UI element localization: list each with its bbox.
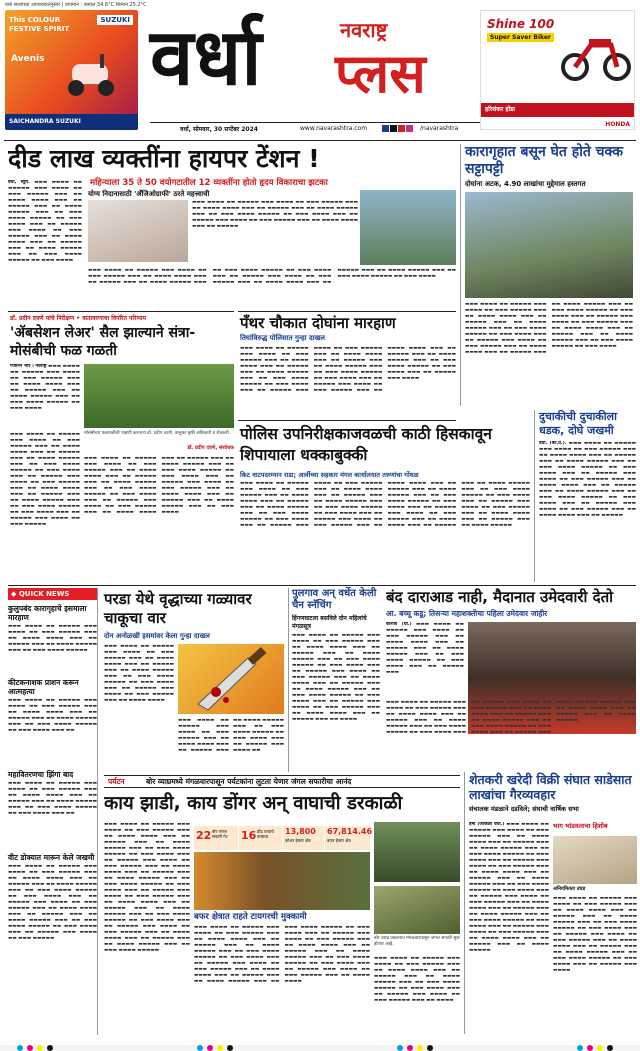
box-body: ▬▬▬ ▬▬▬▬ ▬▬ ▬▬▬▬▬ ▬▬▬ ▬▬▬▬ ▬▬ ▬▬▬ ▬▬▬▬▬ ▬▬▬ ▬▬ ▬▬▬▬ ▬▬▬▬ ▬▬▬ ▬▬ ▬▬▬▬▬ ▬▬▬ ▬▬ ▬▬▬▬ ▬▬▬▬▬ ▬▬▬ ▬▬ ▬▬▬ ▬▬▬▬ ▬▬▬▬▬ ▬▬ ▬▬▬ ▬▬▬▬ ▬▬▬ ▬▬ ▬▬▬▬▬ ▬▬▬ ▬▬▬▬ ▬▬ ▬▬▬ ▬▬▬▬▬ ▬▬▬ ▬▬ ▬▬▬▬ ▬▬▬▬ ▬▬▬ ▬▬ ▬▬▬▬▬ bbox=[192, 200, 358, 229]
tourism-label: पर्यटन bbox=[108, 777, 125, 786]
facebook-icon[interactable] bbox=[382, 125, 389, 132]
left-ad-brand: SUZUKI bbox=[97, 15, 133, 25]
quick-news-item-title: वीट डोक्यात मारून केले जखमी bbox=[8, 853, 95, 862]
elderly-subheadline: दोन अनोळखी इसमांवर केला गुन्हा दाखल bbox=[104, 632, 210, 640]
panther-headline: पँथर चौकात दोघांना मारहाण bbox=[240, 314, 396, 332]
divider-quick bbox=[8, 585, 636, 586]
panther-body: ▬▬▬ ▬▬▬▬ ▬▬ ▬▬▬▬▬ ▬▬▬ ▬▬▬▬ ▬▬ ▬▬▬ ▬▬▬▬▬ ▬▬▬ ▬▬ ▬▬▬▬ ▬▬▬▬ ▬▬▬ ▬▬ ▬▬▬▬▬ ▬▬▬ ▬▬ ▬▬▬▬ ▬▬▬▬▬ ▬▬▬ ▬▬ ▬▬▬ ▬▬▬▬ ▬▬▬▬▬ ▬▬ ▬▬▬ ▬▬▬▬ ▬▬▬ ▬▬ ▬▬▬▬▬ ▬▬▬ ▬▬▬▬ ▬▬ ▬▬▬ ▬▬▬▬▬ ▬▬▬ ▬▬ ▬▬▬▬ ▬▬▬▬ ▬▬▬ ▬▬ ▬▬▬▬▬ ▬▬▬ ▬▬ ▬▬▬▬ ▬▬▬▬▬ ▬▬▬ ▬▬ ▬▬▬ ▬▬▬▬ ▬▬▬▬▬ ▬▬ ▬▬▬ ▬▬▬▬ ▬▬▬ ▬▬ ▬▬▬▬▬ ▬▬▬ ▬▬▬▬ ▬▬ ▬▬▬ ▬▬▬▬▬ ▬▬▬ ▬▬ ▬▬▬▬ ▬▬▬▬ ▬▬▬ ▬▬ ▬▬▬▬▬ ▬▬▬ ▬▬ ▬▬▬▬ ▬▬▬▬▬ ▬▬▬ ▬▬ ▬▬▬ ▬▬▬▬ ▬▬▬▬▬ ▬▬ ▬▬▬ ▬▬▬▬ ▬▬▬ ▬▬ ▬▬▬▬▬ ▬▬▬ ▬▬▬▬ bbox=[240, 346, 456, 393]
registration-strip bbox=[0, 1038, 640, 1048]
left-advertisement[interactable] bbox=[5, 10, 138, 130]
jail-body: ▬▬▬ ▬▬▬▬ ▬▬ ▬▬▬▬▬ ▬▬▬ ▬▬▬▬ ▬▬ ▬▬▬ ▬▬▬▬▬ ▬▬▬ ▬▬ ▬▬▬▬ ▬▬▬▬ ▬▬▬ ▬▬ ▬▬▬▬▬ ▬▬▬ ▬▬ ▬▬▬▬ ▬▬▬▬▬ ▬▬▬ ▬▬ ▬▬▬ ▬▬▬▬ ▬▬▬▬▬ ▬▬ ▬▬▬ ▬▬▬▬ ▬▬▬ ▬▬ ▬▬▬▬▬ ▬▬▬ ▬▬▬▬ ▬▬ ▬▬▬ ▬▬▬▬▬ ▬▬▬ ▬▬ ▬▬▬▬ ▬▬▬▬ ▬▬▬ ▬▬ ▬▬▬▬▬ ▬▬▬ ▬▬ ▬▬▬▬ ▬▬▬▬▬ ▬▬▬ ▬▬ ▬▬▬ ▬▬▬▬ ▬▬▬▬▬ ▬▬ ▬▬▬ ▬▬▬▬ ▬▬▬ ▬▬ ▬▬▬▬▬ ▬▬▬ ▬▬▬▬ ▬▬ ▬▬▬ ▬▬▬▬▬ ▬▬▬ ▬▬ ▬▬▬▬ ▬▬▬▬ ▬▬▬ ▬▬ ▬▬▬▬▬ ▬▬▬ ▬▬ ▬▬▬▬ ▬▬▬▬▬ ▬▬▬ ▬▬ ▬▬▬ ▬▬▬▬ ▬▬▬▬▬ ▬▬ ▬▬▬ ▬▬▬▬ bbox=[465, 302, 633, 355]
title-main: वर्धा bbox=[150, 13, 262, 103]
lead-subheadline: महिन्याला 35 ते 50 वयोगटातील 12 व्यक्तींना होतो हृदय विकाराचा झटका bbox=[90, 178, 328, 188]
angiography-photo bbox=[88, 200, 188, 262]
quick-news-item[interactable] bbox=[8, 604, 97, 672]
lead-dateline: वर्धा, ब्यूरो. bbox=[8, 180, 30, 185]
farmer-photo-caption: अनियमितता उघड bbox=[553, 886, 586, 892]
bachchu-body-bottom: ▬▬▬ ▬▬▬▬ ▬▬ ▬▬▬▬▬ ▬▬▬ ▬▬▬▬ ▬▬ ▬▬▬ ▬▬▬▬▬ ▬▬▬ ▬▬ ▬▬▬▬ ▬▬▬▬ ▬▬▬ ▬▬ ▬▬▬▬▬ ▬▬▬ ▬▬ ▬▬▬▬ ▬▬▬▬▬ ▬▬▬ ▬▬ ▬▬▬ ▬▬▬▬ ▬▬▬▬▬ ▬▬ ▬▬▬ ▬▬▬▬ ▬▬▬ ▬▬ ▬▬▬▬▬ ▬▬▬ ▬▬▬▬ ▬▬ ▬▬▬ ▬▬▬▬▬ ▬▬▬ ▬▬ ▬▬▬▬ ▬▬▬▬ ▬▬▬ ▬▬ ▬▬▬▬▬ ▬▬▬ ▬▬ ▬▬▬▬ ▬▬▬▬▬ ▬▬▬ ▬▬ ▬▬▬ ▬▬▬▬ ▬▬▬▬▬ ▬▬ ▬▬▬ ▬▬▬▬ ▬▬▬ ▬▬ ▬▬▬▬▬ ▬▬▬ ▬▬▬▬ ▬▬ ▬▬▬ ▬▬▬▬▬ ▬▬▬ ▬▬ ▬▬▬▬ ▬▬▬▬ ▬▬▬ ▬▬ ▬▬▬▬▬ ▬▬▬ ▬▬ ▬▬▬▬ ▬▬▬▬▬ bbox=[386, 700, 636, 735]
jail-subheadline: दोघांना अटक, 4.90 लाखांचा मुद्देमाल हस्तगत bbox=[465, 180, 586, 188]
bachchu-headline: बंद दाराआड नाही, मैदानात उमेदवारी देतो bbox=[386, 588, 614, 606]
orange-body-mid: ▬▬▬ ▬▬▬▬ ▬▬ ▬▬▬▬▬ ▬▬▬ ▬▬▬▬ ▬▬ ▬▬▬ ▬▬▬▬▬ ▬▬▬ ▬▬ ▬▬▬▬ ▬▬▬▬ ▬▬▬ ▬▬ ▬▬▬▬▬ ▬▬▬ ▬▬ ▬▬▬▬ ▬▬▬▬▬ ▬▬▬ ▬▬ ▬▬▬ ▬▬▬▬ ▬▬▬▬▬ ▬▬ ▬▬▬ ▬▬▬▬ ▬▬▬ ▬▬ ▬▬▬▬▬ ▬▬▬ ▬▬▬▬ ▬▬ ▬▬▬ ▬▬▬▬▬ ▬▬▬ ▬▬ ▬▬▬▬ ▬▬▬▬ ▬▬▬ ▬▬ ▬▬▬▬▬ ▬▬▬ ▬▬ ▬▬▬▬ ▬▬▬▬▬ ▬▬▬ ▬▬ ▬▬▬ ▬▬▬▬ ▬▬▬▬▬ ▬▬ ▬▬▬ ▬▬▬▬ ▬▬▬ ▬▬ ▬▬▬▬▬ ▬▬▬ ▬▬▬▬ ▬▬ ▬▬▬ ▬▬▬▬▬ ▬▬▬ ▬▬ ▬▬▬▬ ▬▬▬▬ ▬▬▬ ▬▬ ▬▬▬▬▬ ▬▬▬ ▬▬ ▬▬▬▬ ▬▬▬▬▬ ▬▬▬ ▬▬ ▬▬▬ ▬▬▬▬ bbox=[84, 456, 234, 515]
quick-news-icon: ◆ bbox=[11, 590, 19, 598]
title-plus: प्लस bbox=[335, 42, 426, 105]
date-line: वर्धा, सोमवार, 30 सप्टेंबर 2024 bbox=[180, 126, 258, 133]
quick-news-item-body: ▬▬▬ ▬▬▬▬ ▬▬ ▬▬▬▬▬ ▬▬▬ ▬▬▬▬ ▬▬ ▬▬▬ ▬▬▬▬▬ ▬▬▬ ▬▬ ▬▬▬▬ ▬▬▬▬ ▬▬▬ ▬▬ ▬▬▬▬▬ ▬▬▬ ▬▬ ▬▬▬▬ ▬▬▬▬▬ ▬▬▬ ▬▬ ▬▬▬ ▬▬▬▬ ▬▬▬▬▬ ▬▬ ▬▬▬ ▬▬▬▬ ▬▬▬ ▬▬ ▬▬▬▬▬ ▬▬▬ ▬▬▬▬ ▬▬ ▬▬▬ ▬▬▬▬▬ ▬▬▬ ▬▬ ▬▬▬▬ ▬▬▬▬ ▬▬▬ ▬▬ ▬▬▬▬▬ ▬▬▬ ▬▬ ▬▬▬▬ ▬▬▬▬▬ ▬▬▬ ▬▬ ▬▬▬ ▬▬▬▬ ▬▬▬▬▬ ▬▬ ▬▬▬ ▬▬▬▬ ▬▬▬ ▬▬ ▬▬▬▬▬ ▬▬▬ ▬▬▬▬ ▬▬ ▬▬▬ ▬▬▬▬▬ bbox=[8, 864, 97, 941]
lead-body-col1: वर्धा, ब्यूरो. ▬▬▬ ▬▬▬▬ ▬▬ ▬▬▬▬▬ ▬▬▬ ▬▬▬▬ ▬▬ ▬▬▬ ▬▬▬▬▬ ▬▬▬ ▬▬ ▬▬▬▬ ▬▬▬▬ ▬▬▬ ▬▬ ▬▬▬▬▬ ▬▬▬ ▬▬ ▬▬▬▬ ▬▬▬▬▬ ▬▬▬ ▬▬ ▬▬▬ ▬▬▬▬ ▬▬▬▬▬ ▬▬ ▬▬▬ ▬▬▬▬ ▬▬▬ ▬▬ ▬▬▬▬▬ ▬▬▬ ▬▬▬▬ ▬▬ ▬▬▬ ▬▬▬▬▬ ▬▬▬ ▬▬ ▬▬▬▬ ▬▬▬▬ ▬▬▬ ▬▬ ▬▬▬▬▬ ▬▬▬ ▬▬ ▬▬▬▬ ▬▬▬▬▬ ▬▬▬ ▬▬ ▬▬▬ ▬▬▬▬ ▬▬▬▬▬ ▬▬ ▬▬▬ ▬▬▬▬ bbox=[8, 180, 82, 263]
farmer-sidebar bbox=[553, 822, 637, 1032]
jail-story bbox=[460, 144, 636, 406]
safari-body-right: ▬▬▬ ▬▬▬▬ ▬▬ ▬▬▬▬▬ ▬▬▬ ▬▬▬▬ ▬▬ ▬▬▬ ▬▬▬▬▬ ▬▬▬ ▬▬ ▬▬▬▬ ▬▬▬▬ ▬▬▬ ▬▬ ▬▬▬▬▬ ▬▬▬ ▬▬ ▬▬▬▬ ▬▬▬▬▬ ▬▬▬ ▬▬ ▬▬▬ ▬▬▬▬ ▬▬▬▬▬ ▬▬ ▬▬▬ ▬▬▬▬ ▬▬▬ ▬▬ ▬▬▬▬▬ ▬▬▬ ▬▬▬▬ ▬▬ ▬▬▬ ▬▬▬▬▬ ▬▬▬ ▬▬ ▬▬▬▬ bbox=[374, 956, 460, 1003]
social-handle[interactable]: /navarashtra bbox=[420, 125, 459, 132]
safari-caption: बोर व्याघ्र प्रकल्पात मंगळवारपासून जंगल सफारी सुरू होणार आहे. bbox=[374, 936, 460, 947]
safari-stat-label: बोर जंगल सफारी गेट bbox=[212, 829, 228, 840]
title-nav: नवराष्ट्र bbox=[340, 18, 388, 42]
social-icons[interactable] bbox=[382, 125, 413, 134]
knife-icon bbox=[178, 644, 284, 714]
quick-news-item-title: महावितरणचा झिंगा बाद bbox=[8, 770, 74, 779]
right-ad-dealer: हरिशंकर होंडा bbox=[481, 103, 635, 117]
farmer-body-left: हमी (जाजळी वर्धा.) ▬▬▬ ▬▬▬▬ ▬▬ ▬▬▬▬▬ ▬▬▬ ▬▬▬▬ ▬▬ ▬▬▬ ▬▬▬▬▬ ▬▬▬ ▬▬ ▬▬▬▬ ▬▬▬▬ ▬▬▬ ▬▬ ▬▬▬▬▬ ▬▬▬ ▬▬ ▬▬▬▬ ▬▬▬▬▬ ▬▬▬ ▬▬ ▬▬▬ ▬▬▬▬ ▬▬▬▬▬ ▬▬ ▬▬▬ ▬▬▬▬ ▬▬▬ ▬▬ ▬▬▬▬▬ ▬▬▬ ▬▬▬▬ ▬▬ ▬▬▬ ▬▬▬▬▬ ▬▬▬ ▬▬ ▬▬▬▬ ▬▬▬▬ ▬▬▬ ▬▬ ▬▬▬▬▬ ▬▬▬ ▬▬ ▬▬▬▬ ▬▬▬▬▬ ▬▬▬ ▬▬ ▬▬▬ ▬▬▬▬ ▬▬▬▬▬ ▬▬ ▬▬▬ ▬▬▬▬ ▬▬▬ ▬▬ ▬▬▬▬▬ ▬▬▬ ▬▬▬▬ ▬▬ ▬▬▬ ▬▬▬▬▬ ▬▬▬ ▬▬ ▬▬▬▬ ▬▬▬▬ ▬▬▬ ▬▬ ▬▬▬▬▬ ▬▬▬ ▬▬ ▬▬▬▬ ▬▬▬▬▬ ▬▬▬ ▬▬ ▬▬▬ ▬▬▬▬ ▬▬▬▬▬ ▬▬ ▬▬▬ ▬▬▬▬ ▬▬▬ ▬▬ ▬▬▬▬▬ ▬▬▬ ▬▬▬▬ ▬▬ ▬▬▬ ▬▬▬▬▬ ▬▬▬ ▬▬ ▬▬▬▬ ▬▬▬▬ ▬▬▬ ▬▬ ▬▬▬▬▬ ▬▬▬ ▬▬ ▬▬▬▬ ▬▬▬▬▬ bbox=[469, 822, 549, 953]
right-ad-tagline: Super Saver Biker bbox=[487, 33, 554, 42]
police-body: ▬▬▬ ▬▬▬▬ ▬▬ ▬▬▬▬▬ ▬▬▬ ▬▬▬▬ ▬▬ ▬▬▬ ▬▬▬▬▬ ▬▬▬ ▬▬ ▬▬▬▬ ▬▬▬▬ ▬▬▬ ▬▬ ▬▬▬▬▬ ▬▬▬ ▬▬ ▬▬▬▬ ▬▬▬▬▬ ▬▬▬ ▬▬ ▬▬▬ ▬▬▬▬ ▬▬▬▬▬ ▬▬ ▬▬▬ ▬▬▬▬ ▬▬▬ ▬▬ ▬▬▬▬▬ ▬▬▬ ▬▬▬▬ ▬▬ ▬▬▬ ▬▬▬▬▬ ▬▬▬ ▬▬ ▬▬▬▬ ▬▬▬▬ ▬▬▬ ▬▬ ▬▬▬▬▬ ▬▬▬ ▬▬ ▬▬▬▬ ▬▬▬▬▬ ▬▬▬ ▬▬ ▬▬▬ ▬▬▬▬ ▬▬▬▬▬ ▬▬ ▬▬▬ ▬▬▬▬ ▬▬▬ ▬▬ ▬▬▬▬▬ ▬▬▬ ▬▬▬▬ ▬▬ ▬▬▬ ▬▬▬▬▬ ▬▬▬ ▬▬ ▬▬▬▬ ▬▬▬▬ ▬▬▬ ▬▬ ▬▬▬▬▬ ▬▬▬ ▬▬ ▬▬▬▬ ▬▬▬▬▬ ▬▬▬ ▬▬ ▬▬▬ ▬▬▬▬ ▬▬▬▬▬ ▬▬ ▬▬▬ ▬▬▬▬ ▬▬▬ ▬▬ ▬▬▬▬▬ ▬▬▬ ▬▬▬▬ ▬▬ ▬▬▬ ▬▬▬▬▬ ▬▬▬ ▬▬ ▬▬▬▬ ▬▬▬▬ ▬▬▬ ▬▬ ▬▬▬▬▬ ▬▬▬ ▬▬ ▬▬▬▬ ▬▬▬▬▬ ▬▬▬ ▬▬ ▬▬▬ ▬▬▬▬ ▬▬▬▬▬ ▬▬ ▬▬▬ ▬▬▬▬ ▬▬▬ ▬▬ ▬▬▬▬▬ ▬▬▬ ▬▬▬▬ ▬▬ ▬▬▬ ▬▬▬▬▬ ▬▬▬ ▬▬ ▬▬▬▬ ▬▬▬▬ ▬▬▬ ▬▬ ▬▬▬▬▬ ▬▬▬ ▬▬ ▬▬▬▬ ▬▬▬▬▬ bbox=[240, 481, 530, 528]
safari-inner-headline: बफर क्षेत्रात राहते टायगरची मुक्कामी bbox=[194, 912, 307, 922]
farmer-document-photo bbox=[553, 836, 637, 884]
farmer-dateline: हमी (जाजळी वर्धा.) bbox=[469, 822, 505, 827]
quick-news-item-body: ▬▬▬ ▬▬▬▬ ▬▬ ▬▬▬▬▬ ▬▬▬ ▬▬▬▬ ▬▬ ▬▬▬ ▬▬▬▬▬ ▬▬▬ ▬▬ ▬▬▬▬ ▬▬▬▬ ▬▬▬ ▬▬ ▬▬▬▬▬ ▬▬▬ ▬▬ ▬▬▬▬ ▬▬▬▬▬ ▬▬▬ ▬▬ ▬▬▬ ▬▬▬▬ ▬▬▬▬▬ ▬▬ ▬▬▬ ▬▬▬▬ ▬▬▬ ▬▬ bbox=[8, 698, 97, 733]
safari-inner-body: ▬▬▬ ▬▬▬▬ ▬▬ ▬▬▬▬▬ ▬▬▬ ▬▬▬▬ ▬▬ ▬▬▬ ▬▬▬▬▬ ▬▬▬ ▬▬ ▬▬▬▬ ▬▬▬▬ ▬▬▬ ▬▬ ▬▬▬▬▬ ▬▬▬ ▬▬ ▬▬▬▬ ▬▬▬▬▬ ▬▬▬ ▬▬ ▬▬▬ ▬▬▬▬ ▬▬▬▬▬ ▬▬ ▬▬▬ ▬▬▬▬ ▬▬▬ ▬▬ ▬▬▬▬▬ ▬▬▬ ▬▬▬▬ ▬▬ ▬▬▬ ▬▬▬▬▬ ▬▬▬ ▬▬ ▬▬▬▬ ▬▬▬▬ ▬▬▬ ▬▬ ▬▬▬▬▬ ▬▬▬ ▬▬ ▬▬▬▬ ▬▬▬▬▬ ▬▬▬ ▬▬ ▬▬▬ ▬▬▬▬ ▬▬▬▬▬ ▬▬ ▬▬▬ ▬▬▬▬ ▬▬▬ ▬▬ ▬▬▬▬▬ ▬▬▬ ▬▬▬▬ ▬▬ ▬▬▬ ▬▬▬▬▬ ▬▬▬ ▬▬ ▬▬▬▬ ▬▬▬▬ ▬▬▬ ▬▬ ▬▬▬▬▬ ▬▬▬ ▬▬ ▬▬▬▬ ▬▬▬▬▬ ▬▬▬ ▬▬ ▬▬▬ ▬▬▬▬ ▬▬▬▬▬ ▬▬ ▬▬▬ ▬▬▬▬ ▬▬▬ ▬▬ ▬▬▬▬▬ ▬▬▬ ▬▬▬▬ ▬▬ ▬▬▬ ▬▬▬▬▬ ▬▬▬ ▬▬ ▬▬▬▬ ▬▬▬▬ bbox=[194, 925, 370, 984]
registration-marks-icon bbox=[0, 1043, 640, 1051]
right-advertisement[interactable] bbox=[480, 10, 635, 130]
orange-photo-credit: डॉ. प्रदीप दवणे, संशोधक bbox=[187, 445, 234, 451]
farmer-sidebar-heading: भाग भांडवलाचा हिशोब bbox=[553, 822, 608, 830]
elderly-body-left: ▬▬▬ ▬▬▬▬ ▬▬ ▬▬▬▬▬ ▬▬▬ ▬▬▬▬ ▬▬ ▬▬▬ ▬▬▬▬▬ ▬▬▬ ▬▬ ▬▬▬▬ ▬▬▬▬ ▬▬▬ ▬▬ ▬▬▬▬▬ ▬▬▬ ▬▬ ▬▬▬▬ ▬▬▬▬▬ ▬▬▬ ▬▬ ▬▬▬ ▬▬▬▬ ▬▬▬▬▬ ▬▬ ▬▬▬ ▬▬▬▬ ▬▬▬ ▬▬ ▬▬▬▬▬ ▬▬▬ ▬▬▬▬ ▬▬ ▬▬▬ ▬▬▬▬▬ ▬▬▬ ▬▬ ▬▬▬▬ ▬▬▬▬ bbox=[104, 644, 174, 703]
safari-stat bbox=[238, 826, 282, 850]
police-headline: पोलिस उपनिरीक्षकाजवळची काठी हिसकावून शिपायाला धक्काबुक्की bbox=[240, 425, 492, 464]
knife-illustration bbox=[178, 644, 284, 714]
safari-stat-value: 22 bbox=[196, 829, 212, 842]
website-link[interactable]: www.navarashtra.com bbox=[300, 125, 368, 132]
twitter-icon[interactable] bbox=[390, 125, 397, 132]
safari-stat bbox=[282, 826, 324, 850]
quick-news-item[interactable] bbox=[8, 770, 97, 847]
quick-news-item-title: कीटकनाशक प्राशन करून आत्महत्या bbox=[8, 678, 79, 696]
lead-body-bottom: ▬▬▬ ▬▬▬▬ ▬▬ ▬▬▬▬▬ ▬▬▬ ▬▬▬▬ ▬▬ ▬▬▬ ▬▬▬▬▬ ▬▬▬ ▬▬ ▬▬▬▬ ▬▬▬▬ ▬▬▬ ▬▬ ▬▬▬▬▬ ▬▬▬ ▬▬ ▬▬▬▬ ▬▬▬▬▬ ▬▬▬ ▬▬ ▬▬▬ ▬▬▬▬ ▬▬▬▬▬ ▬▬ ▬▬▬ ▬▬▬▬ ▬▬▬ ▬▬ ▬▬▬▬▬ ▬▬▬ ▬▬▬▬ ▬▬ ▬▬▬ ▬▬▬▬▬ ▬▬▬ ▬▬ ▬▬▬▬ ▬▬▬▬ ▬▬▬ ▬▬ ▬▬▬▬▬ ▬▬▬ ▬▬ ▬▬▬▬ ▬▬▬▬▬ ▬▬▬ ▬▬ ▬▬▬ ▬▬▬▬ ▬▬▬▬▬ ▬▬ ▬▬▬ ▬▬▬▬ bbox=[88, 268, 456, 285]
safari-photo-strip bbox=[374, 822, 460, 882]
safari-stat-label: कोअर हेक्टर क्षेत्र bbox=[285, 838, 311, 843]
safari-stat-value: 67,814.46 bbox=[327, 827, 373, 836]
quick-news-label bbox=[8, 588, 97, 600]
police-subheadline: किट वाटपदरम्यान राडा; आर्वीच्या सहकार मंगल कार्यालयात तरुणांचा गोंधळ bbox=[240, 471, 419, 479]
farmer-sidebar-body: ▬▬▬ ▬▬▬▬ ▬▬ ▬▬▬▬▬ ▬▬▬ ▬▬▬▬ ▬▬ ▬▬▬ ▬▬▬▬▬ ▬▬▬ ▬▬ ▬▬▬▬ ▬▬▬▬ ▬▬▬ ▬▬ ▬▬▬▬▬ ▬▬▬ ▬▬ ▬▬▬▬ ▬▬▬▬▬ ▬▬▬ ▬▬ ▬▬▬ ▬▬▬▬ ▬▬▬▬▬ ▬▬ ▬▬▬ ▬▬▬▬ ▬▬▬ ▬▬ ▬▬▬▬▬ ▬▬▬ ▬▬▬▬ ▬▬ ▬▬▬ ▬▬▬▬▬ ▬▬▬ ▬▬ ▬▬▬▬ ▬▬▬▬ ▬▬▬ ▬▬ ▬▬▬▬▬ ▬▬▬ ▬▬ ▬▬▬▬ ▬▬▬▬▬ ▬▬▬ ▬▬ ▬▬▬ ▬▬▬▬ ▬▬▬▬▬ ▬▬ ▬▬▬ ▬▬▬▬ ▬▬▬ ▬▬ ▬▬▬▬▬ ▬▬▬ ▬▬▬▬ bbox=[553, 896, 637, 973]
jail-headline: कारागृहात बसून घेत होते चक्क सट्टापट्टी bbox=[465, 144, 623, 177]
safari-stat-label: बफर हेक्टर क्षेत्र bbox=[327, 838, 351, 843]
bike-body: वर्धा. (का.प्र.). ▬▬▬ ▬▬▬▬ ▬▬ ▬▬▬▬▬ ▬▬▬ ▬▬▬▬ ▬▬ ▬▬▬ ▬▬▬▬▬ ▬▬▬ ▬▬ ▬▬▬▬ ▬▬▬▬ ▬▬▬ ▬▬ ▬▬▬▬▬ ▬▬▬ ▬▬ ▬▬▬▬ ▬▬▬▬▬ ▬▬▬ ▬▬ ▬▬▬ ▬▬▬▬ ▬▬▬▬▬ ▬▬ ▬▬▬ ▬▬▬▬ ▬▬▬ ▬▬ ▬▬▬▬▬ ▬▬▬ ▬▬▬▬ ▬▬ ▬▬▬ ▬▬▬▬▬ ▬▬▬ ▬▬ ▬▬▬▬ ▬▬▬▬ ▬▬▬ ▬▬ ▬▬▬▬▬ ▬▬▬ ▬▬ ▬▬▬▬ ▬▬▬▬▬ ▬▬▬ ▬▬ ▬▬▬ ▬▬▬▬ ▬▬▬▬▬ ▬▬ ▬▬▬ ▬▬▬▬ ▬▬▬ ▬▬ ▬▬▬▬▬ ▬▬▬ ▬▬▬▬ ▬▬ ▬▬▬ ▬▬▬▬▬ ▬▬▬ ▬▬ ▬▬▬▬ ▬▬▬▬ ▬▬▬ ▬▬ ▬▬▬▬▬ bbox=[539, 441, 636, 518]
safari-stat-value: 13,800 bbox=[285, 827, 316, 836]
safari-stat-label: प्रौढ वाघांचे वास्तव्य bbox=[257, 829, 274, 840]
panther-subheadline: तिघांविरुद्ध पोलिसात गुन्हा दाखल bbox=[240, 334, 325, 342]
bike-headline: दुचाकीची दुचाकीला धडक, दोघे जखमी bbox=[539, 410, 617, 437]
right-ad-brand: HONDA bbox=[605, 121, 630, 128]
left-ad-headline: This COLOUR FESTIVE SPIRIT bbox=[9, 16, 70, 33]
quick-news-label-text: QUICK NEWS bbox=[18, 590, 70, 598]
masthead bbox=[0, 0, 640, 140]
right-ad-model: Shine 100 bbox=[487, 17, 555, 31]
safari-stat bbox=[194, 826, 238, 850]
bike-icon bbox=[561, 23, 631, 83]
orange-body-top: गजानन भोरे । नवराष्ट्र ▬▬▬ ▬▬▬▬ ▬▬ ▬▬▬▬▬ ▬▬▬ ▬▬▬▬ ▬▬ ▬▬▬ ▬▬▬▬▬ ▬▬▬ ▬▬ ▬▬▬▬ ▬▬▬▬ ▬▬▬ ▬▬ ▬▬▬▬▬ ▬▬▬ ▬▬ ▬▬▬▬ ▬▬▬▬▬ ▬▬▬ ▬▬ ▬▬▬ ▬▬▬▬ ▬▬▬▬▬ ▬▬ ▬▬▬ ▬▬▬▬ bbox=[10, 364, 80, 411]
bike-dateline: वर्धा. (का.प्र.). bbox=[539, 441, 567, 446]
quick-news-item[interactable] bbox=[8, 678, 97, 764]
safari-stat-value: 16 bbox=[241, 829, 257, 842]
bachchu-dateline: कारंजा (घा.) bbox=[386, 622, 412, 627]
bridge-body: ▬▬▬ ▬▬▬▬ ▬▬ ▬▬▬▬▬ ▬▬▬ ▬▬▬▬ ▬▬ ▬▬▬ ▬▬▬▬▬ ▬▬▬ ▬▬ ▬▬▬▬ ▬▬▬▬ ▬▬▬ ▬▬ ▬▬▬▬▬ ▬▬▬ ▬▬ ▬▬▬▬ ▬▬▬▬▬ ▬▬▬ ▬▬ ▬▬▬ ▬▬▬▬ ▬▬▬▬▬ ▬▬ ▬▬▬ ▬▬▬▬ ▬▬▬ ▬▬ ▬▬▬▬▬ ▬▬▬ ▬▬▬▬ ▬▬ ▬▬▬ ▬▬▬▬▬ ▬▬▬ ▬▬ ▬▬▬▬ ▬▬▬▬ ▬▬▬ ▬▬ ▬▬▬▬▬ ▬▬▬ ▬▬ ▬▬▬▬ ▬▬▬▬▬ ▬▬▬ ▬▬ ▬▬▬ ▬▬▬▬ ▬▬▬▬▬ ▬▬ ▬▬▬ ▬▬▬▬ ▬▬▬ ▬▬ ▬▬▬▬▬ ▬▬▬ ▬▬▬▬ ▬▬ ▬▬▬ ▬▬▬▬▬ ▬▬▬ ▬▬ ▬▬▬▬ ▬▬▬▬ ▬▬▬ ▬▬ ▬▬▬▬▬ ▬▬▬ ▬▬ ▬▬▬▬ bbox=[292, 633, 380, 722]
safari-stat bbox=[324, 826, 373, 850]
orange-body-bottom: ▬▬▬ ▬▬▬▬ ▬▬ ▬▬▬▬▬ ▬▬▬ ▬▬▬▬ ▬▬ ▬▬▬ ▬▬▬▬▬ ▬▬▬ ▬▬ ▬▬▬▬ ▬▬▬▬ ▬▬▬ ▬▬ ▬▬▬▬▬ ▬▬▬ ▬▬ ▬▬▬▬ ▬▬▬▬▬ ▬▬▬ ▬▬ ▬▬▬ ▬▬▬▬ ▬▬▬▬▬ ▬▬ ▬▬▬ ▬▬▬▬ ▬▬▬ ▬▬ ▬▬▬▬▬ ▬▬▬ ▬▬▬▬ ▬▬ ▬▬▬ ▬▬▬▬▬ ▬▬▬ ▬▬ ▬▬▬▬ ▬▬▬▬ ▬▬▬ ▬▬ ▬▬▬▬▬ ▬▬▬ ▬▬ ▬▬▬▬ ▬▬▬▬▬ ▬▬▬ ▬▬ ▬▬▬ ▬▬▬▬ ▬▬▬▬▬ ▬▬ ▬▬▬ ▬▬▬▬ ▬▬▬ ▬▬ ▬▬▬▬▬ ▬▬▬ ▬▬▬▬ ▬▬ ▬▬▬ ▬▬▬▬▬ bbox=[10, 432, 80, 527]
quick-news-item[interactable] bbox=[8, 853, 97, 1004]
divider-orange-top bbox=[8, 311, 234, 312]
elderly-headline: परडा येथे वृद्धाच्या गळ्यावर चाकूचा वार bbox=[104, 590, 252, 627]
left-ad-model: Avenis bbox=[11, 54, 45, 64]
bachchu-subheadline: आ. बच्चू कडू; तिसऱ्या महाशक्तीचा पहिला उमेदवार जाहीर bbox=[386, 609, 548, 618]
quick-news-column bbox=[8, 588, 98, 1035]
farmer-subheadline: संचालक मंडळाने दडविले; संघाची वार्षिक सभा bbox=[469, 805, 579, 813]
box-title: योग्य निदानासाठी 'अँजिओग्राफी' ठरते महत्त्वाची bbox=[88, 190, 210, 198]
orange-headline: 'ॲबसेशन लेअर' सैल झाल्याने संत्रा-मोसंबीची फळ गळती bbox=[10, 325, 196, 359]
left-ad-dealer: SAICHANDRA SUZUKI bbox=[5, 114, 138, 130]
bridge-subheadline: हिंगणघाटला बसविले दोन महिलांचे मंगळसूत्र bbox=[292, 615, 367, 630]
tourism-banner bbox=[104, 775, 460, 788]
instagram-icon[interactable] bbox=[406, 125, 413, 132]
patients-photo bbox=[360, 190, 456, 265]
bachchu-body-left: कारंजा (घा.) ▬▬▬ ▬▬▬▬ ▬▬ ▬▬▬▬▬ ▬▬▬ ▬▬▬▬ ▬▬ ▬▬▬ ▬▬▬▬▬ ▬▬▬ ▬▬ ▬▬▬▬ ▬▬▬▬ ▬▬▬ ▬▬ ▬▬▬▬▬ ▬▬▬ ▬▬ ▬▬▬▬ ▬▬▬▬▬ ▬▬▬ ▬▬ ▬▬▬ ▬▬▬▬ ▬▬▬▬▬ ▬▬ ▬▬▬ ▬▬▬▬ ▬▬▬ ▬▬ ▬▬▬▬▬ ▬▬▬ bbox=[386, 622, 464, 675]
scooter-icon bbox=[60, 50, 120, 100]
safari-headline: काय झाडी, काय डोंगर अन् वाघाची डरकाळी bbox=[104, 793, 403, 814]
safari-stats-row bbox=[194, 826, 373, 850]
masthead-divider bbox=[4, 140, 636, 141]
orange-byline: गजानन भोरे । नवराष्ट्र bbox=[10, 364, 47, 369]
orange-kicker: डॉ. प्रदीप दवणे यांचे निरीक्षण • वातावरणाचा विपरित परिणाम bbox=[10, 315, 146, 322]
orange-photo-caption: मोसंबीच्या फळगळीची पाहणी करताना डॉ. प्रदीप दवणे, तालुका कृषी अधिकारी व शेतकरी. bbox=[84, 431, 231, 436]
bridge-story bbox=[288, 588, 380, 772]
safari-tiger-photo bbox=[194, 852, 370, 910]
divider-police bbox=[238, 420, 456, 421]
bridge-headline: पुलगाव अन् वर्धेत केली चैन स्नॅचिंग bbox=[292, 588, 377, 611]
quick-news-item-title: कुलुपबंद कारागृहाचे इसमाला मारहाण bbox=[8, 604, 87, 622]
elderly-body-right: ▬▬▬ ▬▬▬▬ ▬▬ ▬▬▬▬▬ ▬▬▬ ▬▬▬▬ ▬▬ ▬▬▬ ▬▬▬▬▬ ▬▬▬ ▬▬ ▬▬▬▬ ▬▬▬▬ ▬▬▬ ▬▬ ▬▬▬▬▬ ▬▬▬ ▬▬ ▬▬▬▬ ▬▬▬▬▬ ▬▬▬ ▬▬ ▬▬▬ ▬▬▬▬ ▬▬▬▬▬ ▬▬ ▬▬▬ ▬▬▬▬ ▬▬▬ ▬▬ ▬▬▬▬▬ ▬▬▬ ▬▬▬▬ ▬▬ bbox=[178, 718, 284, 753]
quick-news-item-body: ▬▬▬ ▬▬▬▬ ▬▬ ▬▬▬▬▬ ▬▬▬ ▬▬▬▬ ▬▬ ▬▬▬ ▬▬▬▬▬ ▬▬▬ ▬▬ ▬▬▬▬ ▬▬▬▬ ▬▬▬ ▬▬ ▬▬▬▬▬ ▬▬▬ ▬▬ ▬▬▬▬ ▬▬▬▬▬ ▬▬▬ ▬▬ ▬▬▬ ▬▬▬▬ ▬▬▬▬▬ bbox=[8, 624, 97, 653]
masthead-title bbox=[150, 8, 470, 116]
quick-news-item-body: ▬▬▬ ▬▬▬▬ ▬▬ ▬▬▬▬▬ ▬▬▬ ▬▬▬▬ ▬▬ ▬▬▬ ▬▬▬▬▬ ▬▬▬ ▬▬ ▬▬▬▬ ▬▬▬▬ ▬▬▬ ▬▬ ▬▬▬▬▬ ▬▬▬ ▬▬ ▬▬▬▬ ▬▬▬▬▬ ▬▬▬ ▬▬ ▬▬▬ ▬▬▬▬ ▬▬▬▬▬ ▬▬ ▬▬▬ ▬▬▬▬ ▬▬▬ ▬▬ bbox=[8, 781, 97, 816]
divider-panther bbox=[238, 311, 456, 312]
top-left-line: वर्धा सध्याच्या आवश्यकतेनुसार | तापमान : कमाल 34.6°C किमान 25.2°C bbox=[5, 2, 147, 8]
youtube-icon[interactable] bbox=[398, 125, 405, 132]
tourism-text: बोर व्याघ्रमध्ये मंगळवारपासून पर्यटकांना लुटता येणार जंगल सफारीचा आनंद bbox=[146, 777, 352, 786]
orange-field-photo bbox=[84, 364, 234, 428]
dateline-bar bbox=[150, 122, 480, 134]
safari-body-left: ▬▬▬ ▬▬▬▬ ▬▬ ▬▬▬▬▬ ▬▬▬ ▬▬▬▬ ▬▬ ▬▬▬ ▬▬▬▬▬ ▬▬▬ ▬▬ ▬▬▬▬ ▬▬▬▬ ▬▬▬ ▬▬ ▬▬▬▬▬ ▬▬▬ ▬▬ ▬▬▬▬ ▬▬▬▬▬ ▬▬▬ ▬▬ ▬▬▬ ▬▬▬▬ ▬▬▬▬▬ ▬▬ ▬▬▬ ▬▬▬▬ ▬▬▬ ▬▬ ▬▬▬▬▬ ▬▬▬ ▬▬▬▬ ▬▬ ▬▬▬ ▬▬▬▬▬ ▬▬▬ ▬▬ ▬▬▬▬ ▬▬▬▬ ▬▬▬ ▬▬ ▬▬▬▬▬ ▬▬▬ ▬▬ ▬▬▬▬ ▬▬▬▬▬ ▬▬▬ ▬▬ ▬▬▬ ▬▬▬▬ ▬▬▬▬▬ ▬▬ ▬▬▬ ▬▬▬▬ ▬▬▬ ▬▬ ▬▬▬▬▬ ▬▬▬ ▬▬▬▬ ▬▬ ▬▬▬ ▬▬▬▬▬ ▬▬▬ ▬▬ ▬▬▬▬ ▬▬▬▬ ▬▬▬ ▬▬ ▬▬▬▬▬ ▬▬▬ ▬▬ ▬▬▬▬ ▬▬▬▬▬ ▬▬▬ ▬▬ ▬▬▬ ▬▬▬▬ ▬▬▬▬▬ ▬▬ ▬▬▬ ▬▬▬▬ ▬▬▬ ▬▬ ▬▬▬▬▬ ▬▬▬ ▬▬▬▬ ▬▬ ▬▬▬ ▬▬▬▬▬ ▬▬▬ ▬▬ ▬▬▬▬ ▬▬▬▬ ▬▬▬ ▬▬ ▬▬▬▬▬ ▬▬▬ ▬▬ ▬▬▬▬ ▬▬▬▬▬ ▬▬▬ ▬▬ ▬▬▬ ▬▬▬▬ ▬▬▬▬▬ bbox=[104, 822, 190, 953]
angiography-box bbox=[88, 190, 358, 265]
lead-headline: दीड लाख व्यक्तींना हायपर टेंशन ! bbox=[8, 144, 320, 173]
bike-story bbox=[534, 410, 636, 582]
farmer-headline: शेतकरी खरेदी विक्री संघात साडेसात लाखांचा गैरव्यवहार bbox=[469, 772, 632, 802]
jail-photo bbox=[465, 192, 633, 298]
safari-jeep-photo bbox=[374, 886, 460, 934]
farmer-story bbox=[464, 772, 636, 1034]
